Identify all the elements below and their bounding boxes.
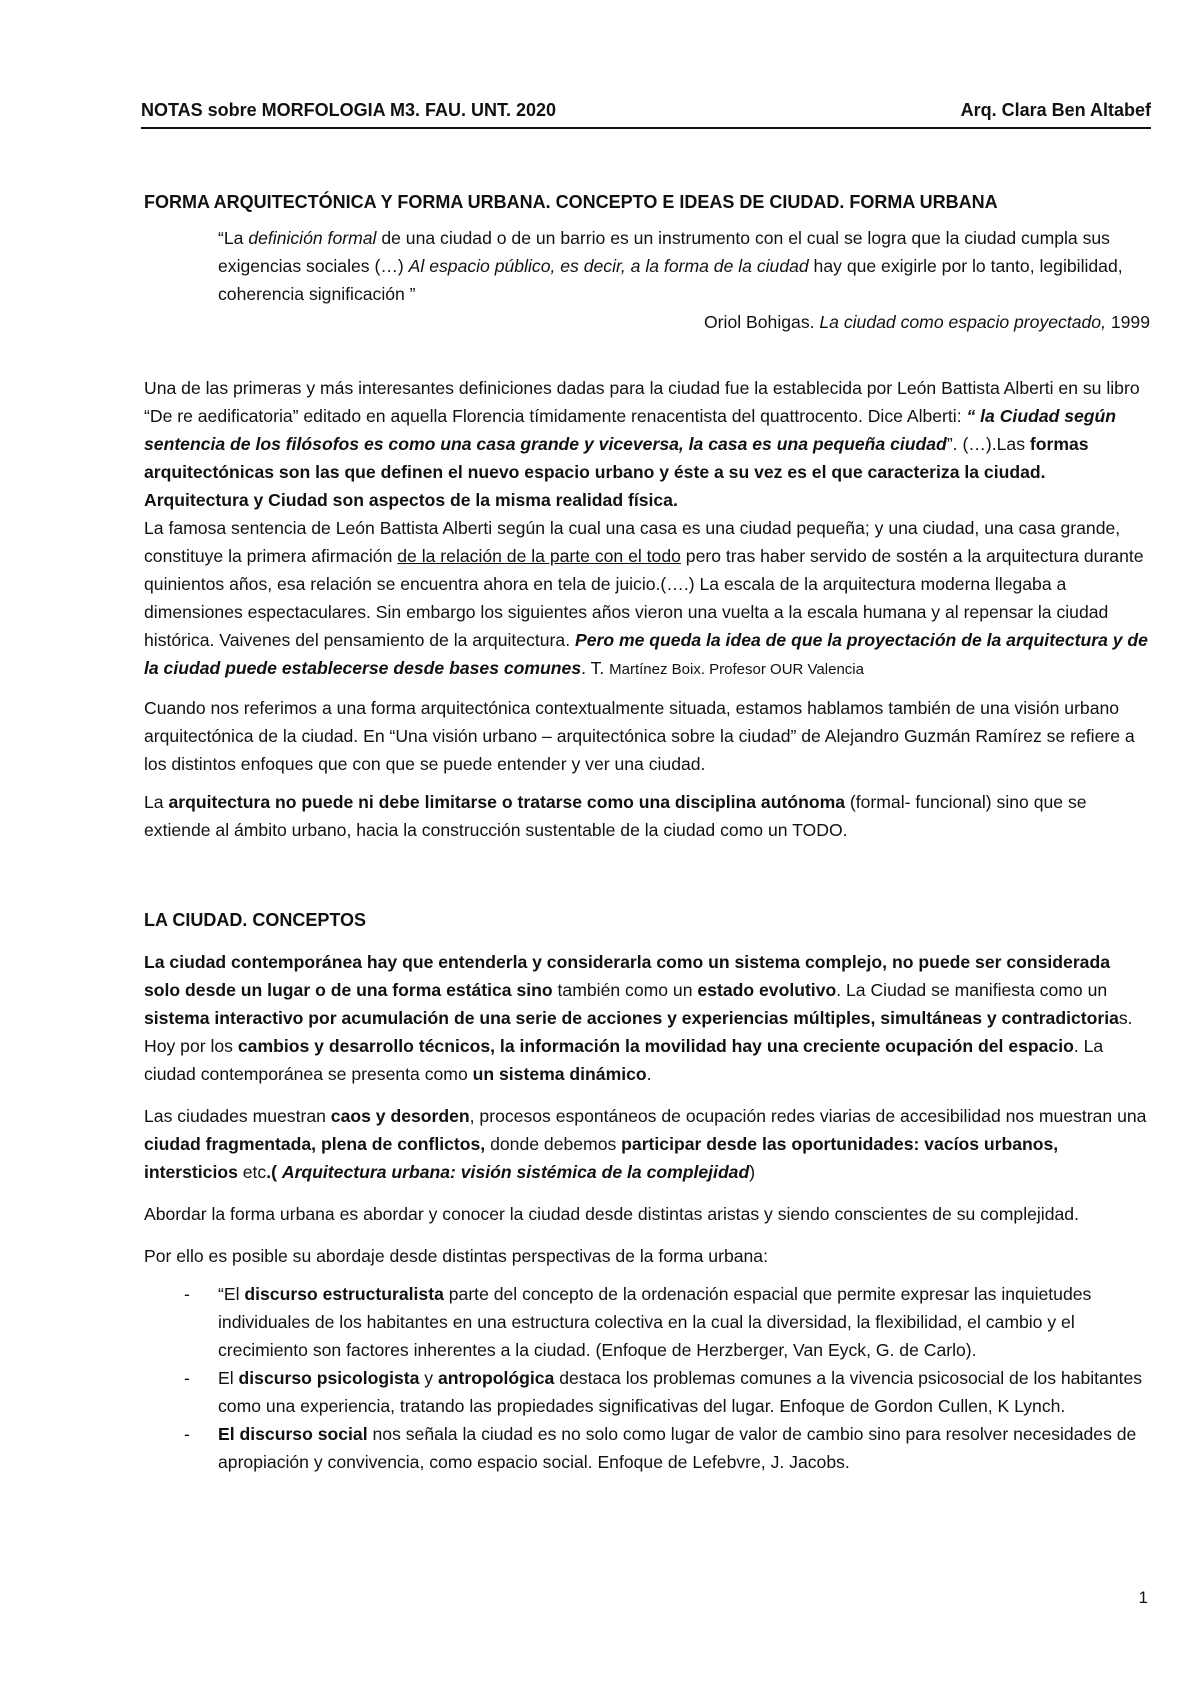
text-run: de una ciudad o de un barrio es un instrumento con el cual se logra que la ciudad cumpla sus exigencias sociales (…)	[218, 228, 1110, 276]
bold-run: formas arquitectónicas son las que definen el nuevo espacio urbano y éste a su vez es el que caracteriza la ciudad. Arquitectura y Ciudad son aspectos de la misma realidad física.	[144, 434, 1089, 510]
bold-run: sistema interactivo por acumulación de una serie de acciones y experiencias múltiples, simultáneas y contradictoria	[144, 1008, 1119, 1028]
discourse-list	[144, 1280, 1150, 1476]
text-run: La	[144, 792, 169, 812]
citation-run: Martínez Boix. Profesor OUR Valencia	[609, 661, 864, 678]
list-item-psicologista	[144, 1364, 1150, 1420]
text-run: nos señala la ciudad es no solo como lugar de valor de cambio sino para resolver necesidades de apropiación y convivencia, como espacio social. Enfoque de Lefebvre, J. Jacobs.	[218, 1424, 1137, 1472]
text-run: La famosa sentencia de León Battista Alberti según la cual una casa es una ciudad pequeña; y una ciudad, una casa grande, constituye la primera afirmación	[144, 518, 1121, 566]
italic-run: Al espacio público, es decir, a la forma de la ciudad	[408, 256, 809, 276]
attribution-author: Oriol Bohigas.	[704, 312, 820, 332]
paragraph-sentencia	[144, 514, 1150, 684]
quote-attribution	[218, 308, 1150, 336]
text-run: s. Hoy por los	[144, 1008, 1133, 1056]
page-number: 1	[1138, 1588, 1148, 1607]
text-run: (formal- funcional) sino que se extiende al ámbito urbano, hacia la construcción sustentable de la ciudad como un TODO.	[144, 792, 1087, 840]
bold-run: arquitectura no puede ni debe limitarse o tratarse como una disciplina autónoma	[168, 792, 845, 812]
document-body	[144, 188, 1150, 1476]
quote-text	[218, 224, 1150, 308]
text-run: El	[218, 1368, 239, 1388]
text-run: hay que exigirle por lo tanto, legibilidad, coherencia significación ”	[218, 256, 1123, 304]
text-run: Una de las primeras y más interesantes definiciones dadas para la ciudad fue la establecida por León Battista Alberti en su libro “De re aedificatoria” editado en aquella Florencia tímidamente renacentista del quattrocento. Dice Alberti:	[144, 378, 1140, 426]
bold-italic-run: Pero me queda la idea de que la proyectación de la arquitectura y de la ciudad puede establecerse desde bases comunes	[144, 630, 1148, 678]
text-run: destaca los problemas comunes a la vivencia psicosocial de los habitantes como una experiencia, tratando las propiedades significativas del lugar. Enfoque de Gordon Cullen, K Lynch.	[218, 1368, 1143, 1416]
bold-run: estado evolutivo	[697, 980, 837, 1000]
paragraph-perspectivas: Por ello es posible su abordaje desde distintas perspectivas de la forma urbana:	[144, 1246, 768, 1266]
bold-run: discurso estructuralista	[244, 1284, 444, 1304]
section-title-forma: FORMA ARQUITECTÓNICA Y FORMA URBANA. CONCEPTO E IDEAS DE CIUDAD. FORMA URBANA	[144, 192, 998, 212]
paragraph-caos	[144, 1102, 1150, 1186]
text-run: donde debemos	[485, 1134, 622, 1154]
text-run: “La	[218, 228, 249, 248]
attribution-year: 1999	[1105, 312, 1150, 332]
text-run: . La Ciudad se manifiesta como un	[836, 980, 1108, 1000]
bold-run: un sistema dinámico	[472, 1064, 647, 1084]
paragraph-disciplina	[144, 788, 1150, 844]
bold-run: .(	[266, 1162, 282, 1182]
list-item-social	[144, 1420, 1150, 1476]
header-title: NOTAS sobre MORFOLOGIA M3. FAU. UNT. 2020	[141, 100, 557, 120]
paragraph-alberti	[144, 374, 1150, 514]
text-run: también como un	[552, 980, 698, 1000]
bold-italic-run: “ la Ciudad según sentencia de los filósofos es como una casa grande y viceversa, la casa es una pequeña ciudad	[144, 406, 1117, 454]
bold-run: antropológica	[438, 1368, 555, 1388]
italic-run: definición formal	[248, 228, 377, 248]
bold-italic-run: Arquitectura urbana: visión sistémica de la complejidad	[281, 1162, 750, 1182]
text-run: , procesos espontáneos de ocupación redes viarias de accesibilidad nos muestran una	[469, 1106, 1147, 1126]
section-title-ciudad: LA CIUDAD. CONCEPTOS	[144, 910, 367, 930]
bold-run: caos y desorden	[330, 1106, 470, 1126]
text-run: ”. (…).Las	[946, 434, 1030, 454]
epigraph-quote	[218, 224, 1150, 336]
text-run: pero tras haber servido de sostén a la arquitectura durante quinientos años, esa relación se encuentra ahora en tela de juicio.(….) La escala de la arquitectura moderna llegaba a dimensiones espectaculares. Sin embargo los siguientes años vieron una vuelta a la escala humana y al repensar la ciudad histórica. Vaivenes del pensamiento de la arquitectura.	[144, 546, 1144, 650]
text-run: y	[419, 1368, 438, 1388]
text-run: parte del concepto de la ordenación espacial que permite expresar las inquietudes individuales de los habitantes en una estructura colectiva en la cual la diversidad, la flexibilidad, el cambio y el crecimiento son factores inherentes a la ciudad. (Enfoque de Herzberger, Van Eyck, G. de Carlo).	[218, 1284, 1092, 1360]
attribution-title: La ciudad como espacio proyectado,	[819, 312, 1106, 332]
bold-run: La ciudad contemporánea hay que entenderla y considerarla como un sistema complejo, no puede ser considerada solo desde un lugar o de una forma estática sino	[144, 952, 1110, 1000]
text-run: . T.	[581, 658, 610, 678]
bold-run: discurso psicologista	[238, 1368, 420, 1388]
bold-run: ciudad fragmentada, plena de conflictos,	[144, 1134, 486, 1154]
page-header	[141, 100, 1151, 129]
text-run: )	[749, 1162, 756, 1182]
text-run: etc	[237, 1162, 267, 1182]
bold-run: participar desde las oportunidades: vacíos urbanos, intersticios	[144, 1134, 1059, 1182]
underlined-run: de la relación de la parte con el todo	[397, 546, 681, 566]
text-run: . La ciudad contemporánea se presenta como	[144, 1036, 1104, 1084]
paragraph-abordar: Abordar la forma urbana es abordar y conocer la ciudad desde distintas aristas y siendo conscientes de su complejidad.	[144, 1204, 1079, 1224]
header-author: Arq. Clara Ben Altabef	[960, 100, 1151, 120]
text-run: “El	[218, 1284, 245, 1304]
list-item-estructuralista	[144, 1280, 1150, 1364]
bold-run: El discurso social	[218, 1424, 368, 1444]
bold-run: cambios y desarrollo técnicos, la información la movilidad hay una creciente ocupación del espacio	[237, 1036, 1074, 1056]
paragraph-vision: Cuando nos referimos a una forma arquitectónica contextualmente situada, estamos hablamos también de una visión urbano arquitectónica de la ciudad. En “Una visión urbano – arquitectónica sobre la ciudad” de Alejandro Guzmán Ramírez se refiere a los distintos enfoques que con que se puede entender y ver una ciudad.	[144, 698, 1135, 774]
paragraph-contemporanea	[144, 948, 1150, 1088]
text-run: .	[646, 1064, 652, 1084]
text-run: Las ciudades muestran	[144, 1106, 331, 1126]
